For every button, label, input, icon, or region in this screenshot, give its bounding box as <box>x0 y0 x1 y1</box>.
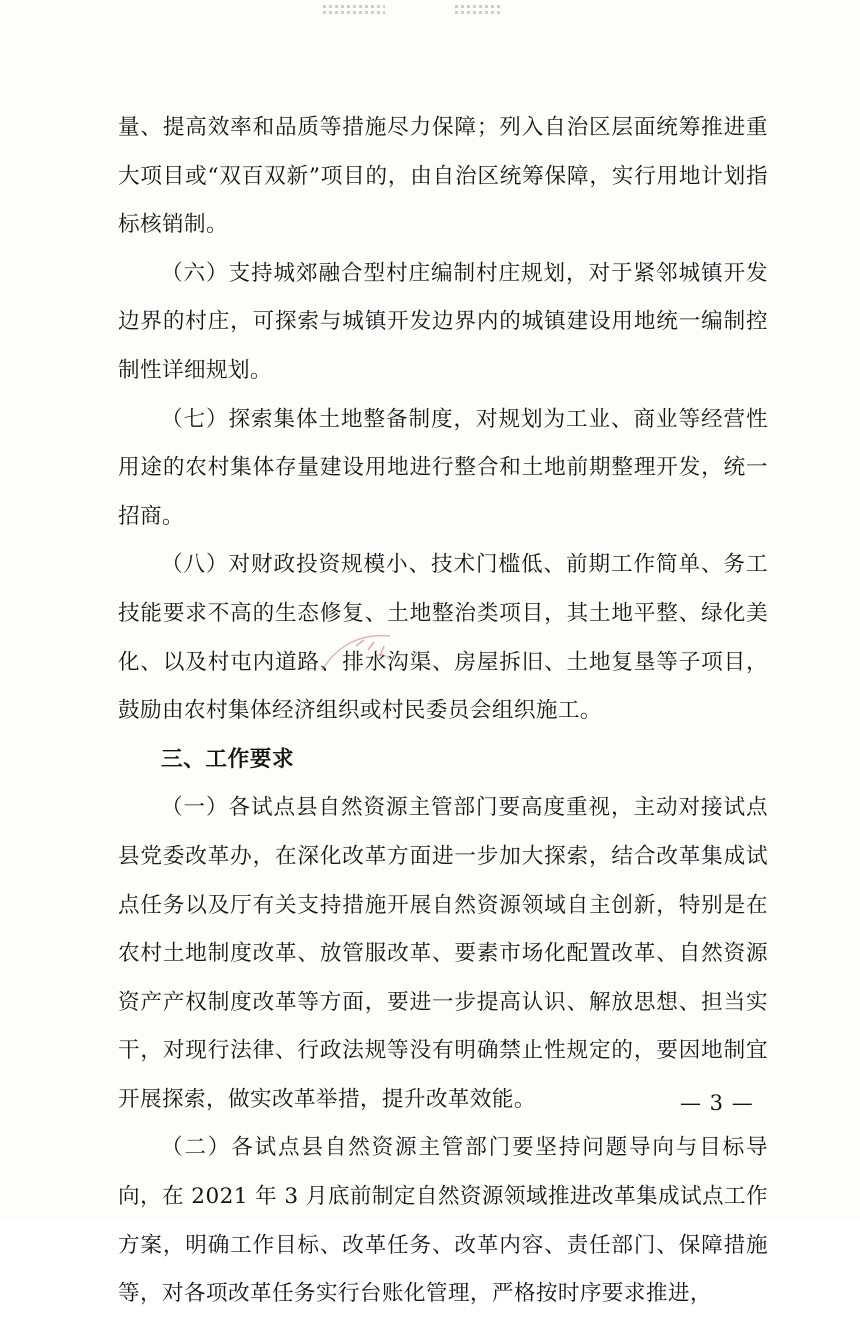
document-body <box>118 104 768 1319</box>
paragraph-item-8: （八）对财政投资规模小、技术门槛低、前期工作简单、务工技能要求不高的生态修复、土地整治类项目，其土地平整、绿化美化、以及村屯内道路、排水沟渠、房屋拆旧、土地复垦等子项目，鼓励由农村集体经济组织或村民委员会组织施工。 <box>118 552 768 724</box>
section-heading-work-requirements: 三、工作要求 <box>161 746 295 772</box>
paragraph-requirement-1: （一）各试点县自然资源主管部门要高度重视，主动对接试点县党委改革办，在深化改革方面进一步加大探索，结合改革集成试点任务以及厅有关支持措施开展自然资源领域自主创新，特别是在农村土地制度改革、放管服改革、要素市场化配置改革、自然资源资产产权制度改革等方面，要进一步提高认识、解放思想、担当实干，对现行法律、行政法规等没有明确禁止性规定的，要因地制宜开展探索，做实改革举措，提升改革效能。 <box>118 795 768 1112</box>
scan-artifact-left <box>323 2 385 16</box>
paragraph-item-6: （六）支持城郊融合型村庄编制村庄规划，对于紧邻城镇开发边界的村庄，可探索与城镇开发边界内的城镇建设用地统一编制控制性详细规划。 <box>118 260 768 383</box>
page-number: — 3 — <box>680 1091 754 1115</box>
paragraph-requirement-2: （二）各试点县自然资源主管部门要坚持问题导向与目标导向，在 2021 年 3 月底前制定自然资源领域推进改革集成试点工作方案，明确工作目标、改革任务、改革内容、责任部门、保障措施等，对各项改革任务实行台账化管理，严格按时序要求推进， <box>118 1135 768 1307</box>
paragraph-item-7: （七）探索集体土地整备制度，对规划为工业、商业等经营性用途的农村集体存量建设用地进行整合和土地前期整理开发，统一招商。 <box>118 406 768 529</box>
paragraph-continuation: 量、提高效率和品质等措施尽力保障；列入自治区层面统筹推进重大项目或“双百双新”项目的，由自治区统筹保障，实行用地计划指标核销制。 <box>118 115 768 238</box>
scan-artifact-right <box>455 2 503 16</box>
